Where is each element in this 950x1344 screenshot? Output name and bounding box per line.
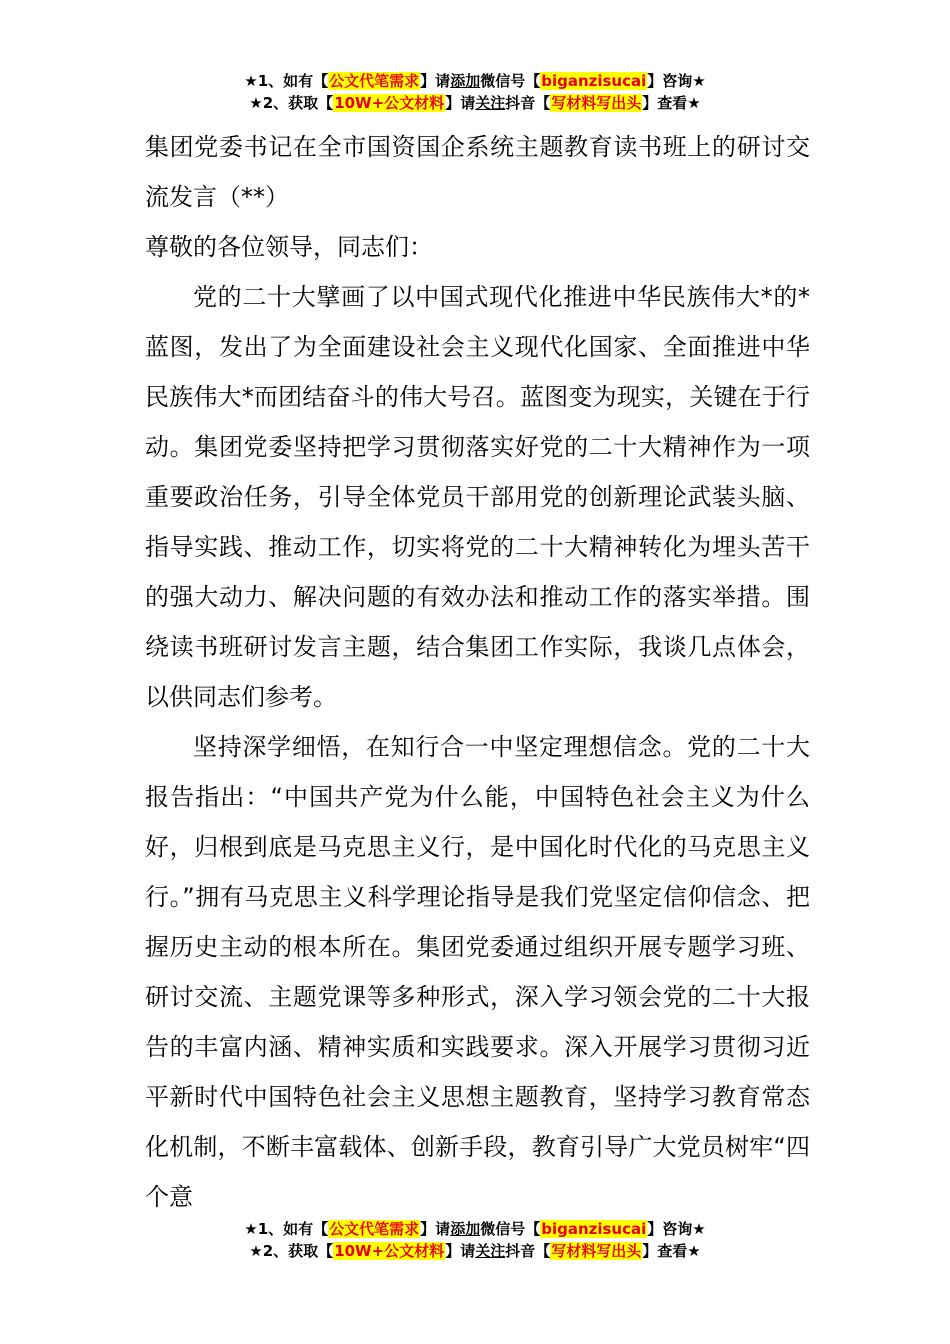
highlight-service: 公文代笔需求	[329, 72, 420, 90]
salutation: 尊敬的各位领导，同志们：	[145, 233, 433, 261]
highlight-douyin: 写材料写出头	[551, 94, 642, 112]
highlight-wechat-id: biganzisucai	[541, 1220, 647, 1238]
highlight-douyin: 写材料写出头	[551, 1242, 642, 1260]
document-title: 集团党委书记在全市国资国企系统主题教育读书班上的研讨交流发言（**）	[145, 133, 810, 211]
highlight-wechat-id: biganzisucai	[541, 72, 647, 90]
paragraph-intro: 党的二十大擘画了以中国式现代化推进中华民族伟大*的*蓝图，发出了为全面建设社会主义现代化国家、全面推进中华民族伟大*而团结奋斗的伟大号召。蓝图变为现实，关键在于行动。集团党委坚持把学习贯彻落实好党的二十大精神作为一项重要政治任务，引导全体党员干部用党的创新理论武装头脑、指导实践、推动工作，切实将党的二十大精神转化为埋头苦干的强大动力、解决问题的有效办法和推动工作的落实举措。围绕读书班研讨发言主题，结合集团工作实际，我谈几点体会，以供同志们参考。	[145, 283, 810, 711]
top-promo-banner	[0, 70, 950, 114]
banner-line-1: ★1、如有【公文代笔需求】请添加微信号【biganzisucai】咨询★	[244, 72, 706, 90]
banner-line-2: ★2、获取【10W+公文材料】请关注抖音【写材料写出头】查看★	[249, 94, 701, 112]
highlight-materials: 10W+公文材料	[334, 94, 445, 112]
bottom-promo-banner	[0, 1218, 950, 1262]
banner-line-1: ★1、如有【公文代笔需求】请添加微信号【biganzisucai】咨询★	[244, 1220, 706, 1238]
document-body-viewport	[145, 122, 810, 1212]
paragraph-section-1: 坚持深学细悟，在知行合一中坚定理想信念。党的二十大报告指出：“中国共产党为什么能，中国特色社会主义为什么好，归根到底是马克思主义行，是中国化时代化的马克思主义行。”拥有马克思主义科学理论指导是我们党坚定信仰信念、把握历史主动的根本所在。集团党委通过组织开展专题学习班、研讨交流、主题党课等多种形式，深入学习领会党的二十大报告的丰富内涵、精神实质和实践要求。深入开展学习贯彻习近平新时代中国特色社会主义思想主题教育，坚持学习教育常态化机制，不断丰富载体、创新手段，教育引导广大党员树牢“四个意	[145, 733, 810, 1211]
document-body	[145, 122, 810, 1212]
highlight-service: 公文代笔需求	[329, 1220, 420, 1238]
banner-line-2: ★2、获取【10W+公文材料】请关注抖音【写材料写出头】查看★	[249, 1242, 701, 1260]
highlight-materials: 10W+公文材料	[334, 1242, 445, 1260]
